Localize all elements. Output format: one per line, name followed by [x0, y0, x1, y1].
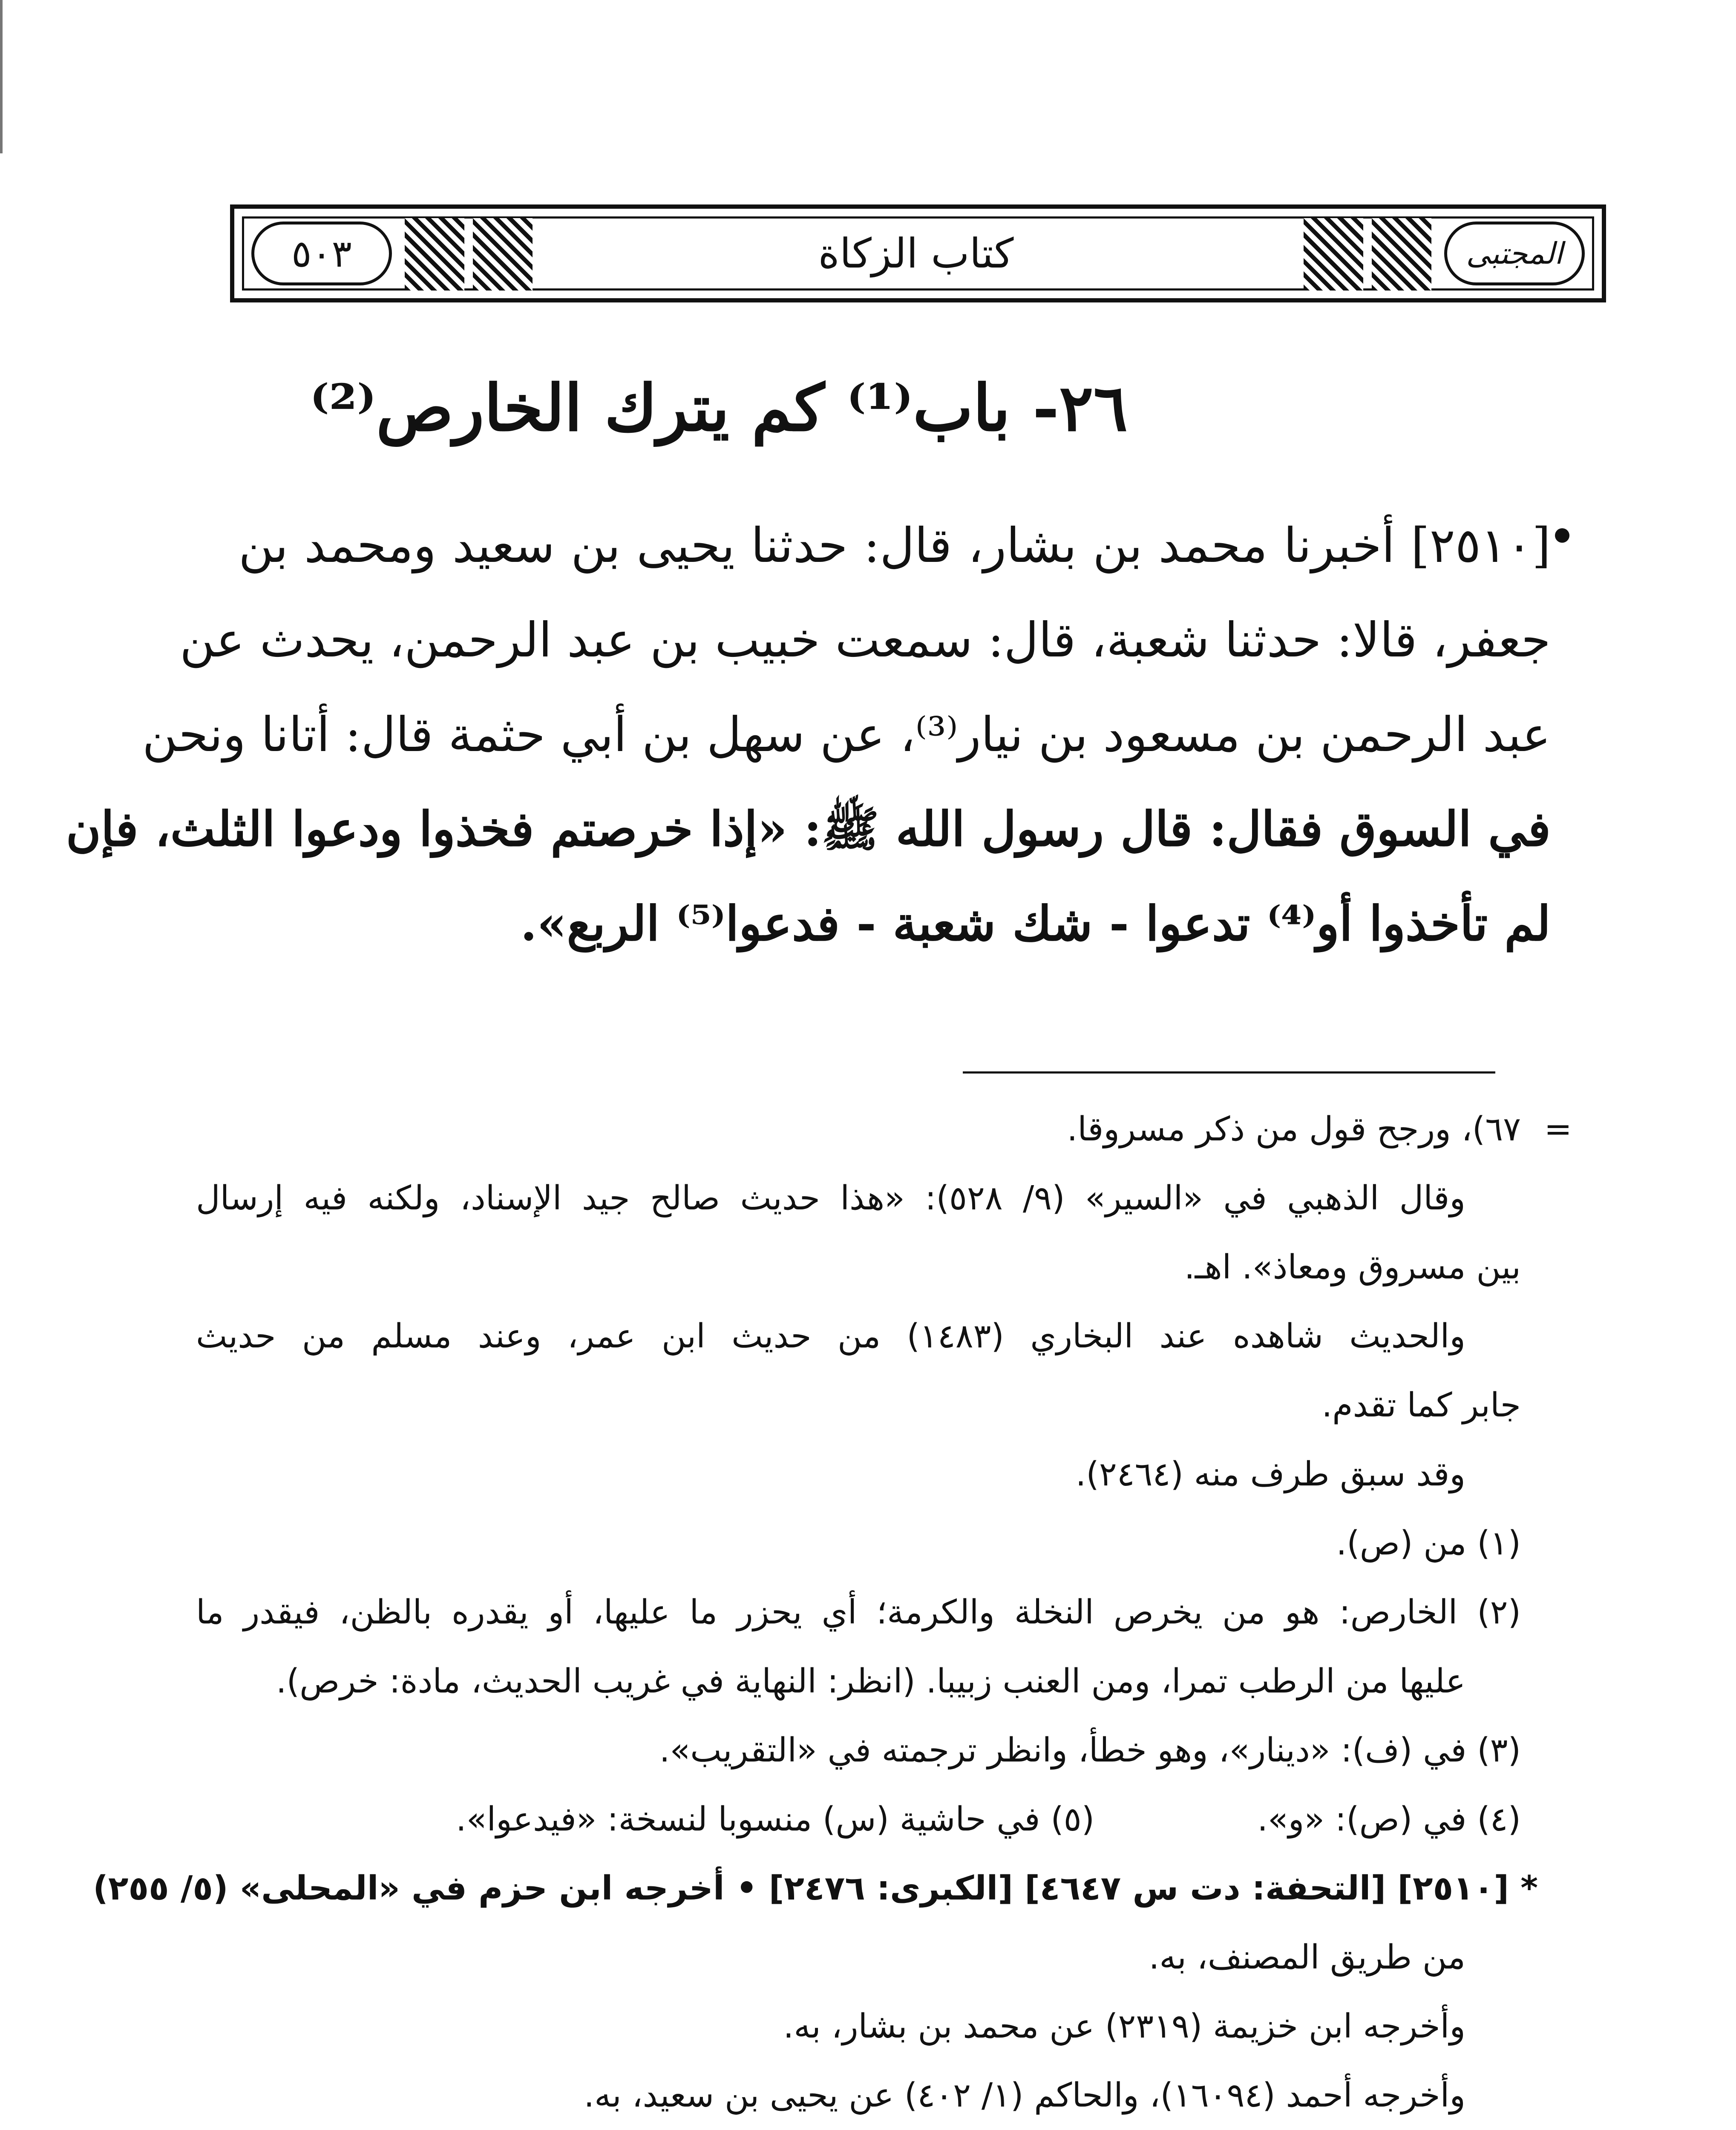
page-number: ٥٠٣: [251, 222, 392, 285]
footnote-3: (٣) في (ف): «دينار»، وهو خطأ، وانظر ترجمته في «التقريب».: [659, 1731, 1521, 1770]
footnote-2-cont: عليها من الرطب تمرا، ومن العنب زبيبا. (انظر: النهاية في غريب الحديث، مادة: خرص).: [276, 1662, 1465, 1701]
hadith-text: [66, 498, 1551, 971]
hadith-line: في السوق فقال: قال رسول الله ﷺ: «إذا خرصتم فخذوا ودعوا الثلث، فإن: [66, 801, 1551, 857]
footnotes: [93, 1095, 1572, 2130]
footnote-line: جابر كما تقدم.: [1321, 1386, 1521, 1425]
hadith-line: [٢٥١٠] أخبرنا محمد بن بشار، قال: حدثنا يحيى بن سعيد ومحمد بن: [239, 518, 1551, 573]
footnote-separator: [963, 1071, 1495, 1074]
book-logo-text: المجتبى: [1466, 236, 1563, 271]
takhrij-line: وأخرجه ابن خزيمة (٢٣١٩) عن محمد بن بشار، به.: [783, 2007, 1465, 2046]
page-header: [230, 204, 1606, 302]
leading-continuation-mark: =: [1544, 1110, 1572, 1148]
footnote-1: (١) من (ص).: [1336, 1524, 1521, 1563]
chapter-title: ٢٦- باب⁽¹⁾ كم يترك الخارص⁽²⁾: [310, 371, 1128, 446]
hadith-bullet-icon: [1555, 528, 1569, 543]
takhrij-line: وأخرجه أحمد (١٦٠٩٤)، والحاكم (١/ ٤٠٢) عن يحيى بن سعيد، به.: [584, 2076, 1465, 2115]
footnote-4: (٤) في (ص): «و».: [1257, 1800, 1521, 1839]
footnote-line: والحديث شاهده عند البخاري (١٤٨٣) من حديث ابن عمر، وعند مسلم من حديث: [196, 1317, 1465, 1356]
hadith-line: عبد الرحمن بن مسعود بن نيار⁽³⁾، عن سهل بن أبي حثمة قال: أتانا ونحن: [142, 707, 1551, 763]
running-title: كتاب الزكاة: [818, 230, 1014, 277]
footnote-line: وقد سبق طرف منه (٢٤٦٤).: [1075, 1455, 1465, 1494]
footnote-2: (٢) الخارص: هو من يخرص النخلة والكرمة؛ أي يحزر ما عليها، أو يقدره بالظن، فيقدر ما: [196, 1593, 1521, 1632]
footnote-line: وقال الذهبي في «السير» (٩/ ٥٢٨): «هذا حديث صالح جيد الإسناد، ولكنه فيه إرسال: [196, 1179, 1465, 1218]
footnote-5: (٥) في حاشية (س) منسوبا لنسخة: «فيدعوا».: [456, 1800, 1095, 1839]
hadith-line: لم تأخذوا أو⁽⁴⁾ تدعوا - شك شعبة - فدعوا⁽⁵⁾ الربع».: [520, 896, 1551, 952]
hadith-line: جعفر، قالا: حدثنا شعبة، قال: سمعت خبيب بن عبد الرحمن، يحدث عن: [180, 613, 1551, 668]
page-edge-line: [0, 0, 3, 153]
ornament-left-inner: [473, 218, 533, 291]
footnote-line: بين مسروق ومعاذ». اهـ.: [1184, 1248, 1521, 1287]
footnote-line: ٦٧)، ورجح قول من ذكر مسروقا.: [1067, 1110, 1521, 1148]
ornament-right-inner: [1304, 218, 1363, 291]
ornament-left-outer: [405, 218, 464, 291]
footnotes-4-5: [456, 1785, 1521, 1854]
takhrij-line: من طريق المصنف، به.: [1149, 1938, 1465, 1977]
ornament-right-outer: [1372, 218, 1431, 291]
book-logo: [1444, 222, 1585, 285]
takhrij-line: * [٢٥١٠] [التحفة: دت س ٤٦٤٧] [الكبرى: ٢٤٧٦] • أخرجه ابن حزم في «المحلى» (٥/ ٢٥٥): [93, 1869, 1538, 1908]
